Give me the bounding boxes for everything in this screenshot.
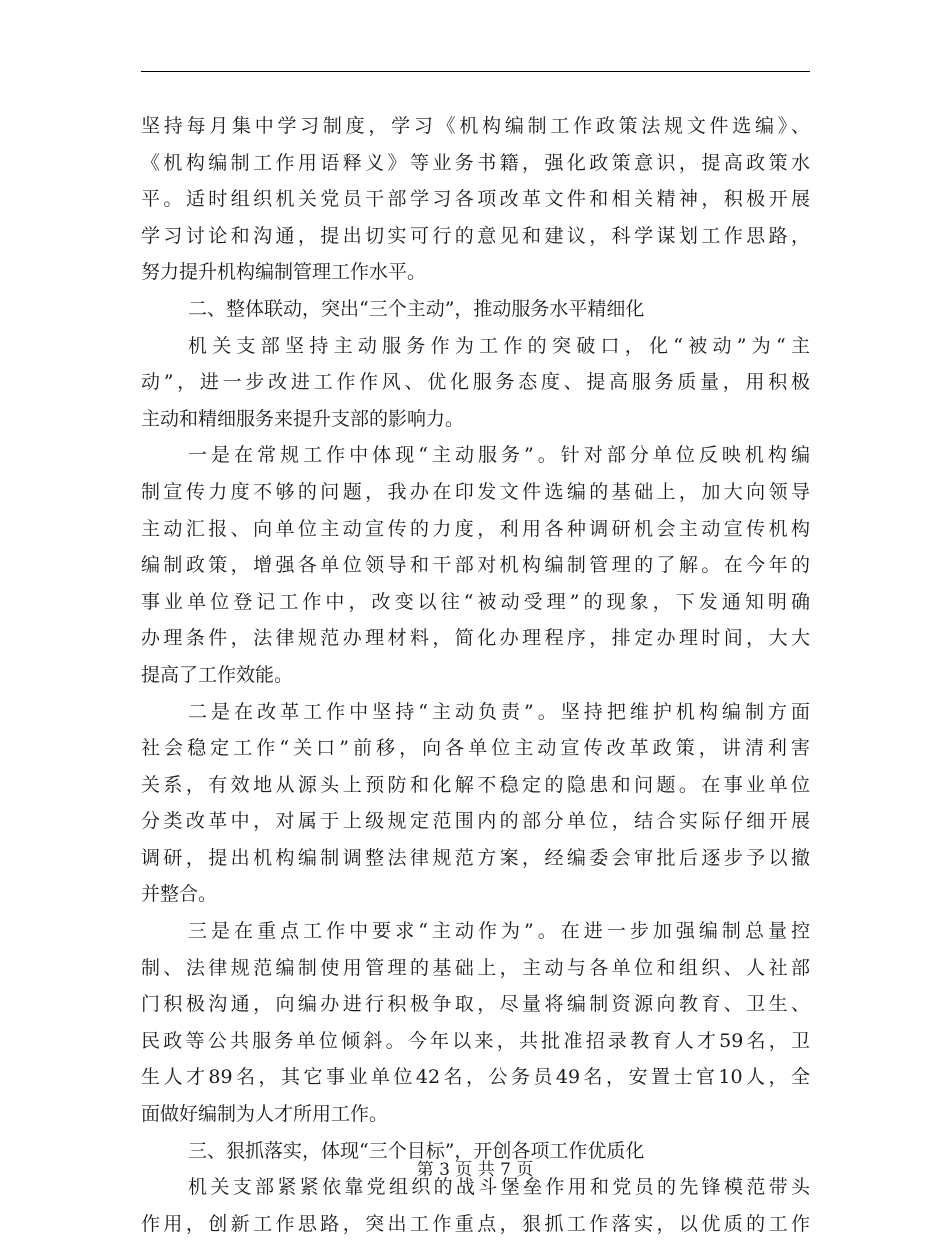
text-line: 平。适时组织机关党员干部学习各项改革文件和相关精神，积极开展 — [141, 188, 810, 211]
text-line: 民政等公共服务单位倾斜。今年以来，共批准招录教育人才59名，卫 — [141, 1029, 810, 1052]
text-line: 并整合。 — [141, 883, 218, 906]
text-line: 调研，提出机构编制调整法律规范方案，经编委会审批后逐步予以撤 — [141, 846, 810, 869]
text-line: 二是在改革工作中坚持“主动负责”。坚持把维护机构编制方面 — [188, 700, 810, 723]
text-line: 主动和精细服务来提升支部的影响力。 — [141, 407, 465, 430]
text-line: 门积极沟通，向编办进行积极争取，尽量将编制资源向教育、卫生、 — [141, 993, 810, 1016]
page-number: 第 3 页 共 7 页 — [416, 1160, 534, 1180]
text-line: 社会稳定工作“关口”前移，向各单位主动宣传改革政策，讲清利害 — [141, 737, 810, 760]
text-line: 《机构编制工作用语释义》等业务书籍，强化政策意识，提高政策水 — [141, 151, 810, 174]
header-rule — [141, 71, 810, 72]
text-line: 制、法律规范编制使用管理的基础上，主动与各单位和组织、人社部 — [141, 956, 810, 979]
text-line: 坚持每月集中学习制度，学习《机构编制工作政策法规文件选编》、 — [141, 115, 810, 137]
text-line: 一是在常规工作中体现“主动服务”。针对部分单位反映机构编 — [188, 444, 810, 467]
document-body — [141, 108, 810, 1242]
text-line: 编制政策，增强各单位领导和干部对机构编制管理的了解。在今年的 — [141, 554, 810, 577]
text-line: 生人才89名，其它事业单位42名，公务员49名，安置士官10人，全 — [141, 1066, 810, 1089]
text-line: 关系，有效地从源头上预防和化解不稳定的隐患和问题。在事业单位 — [141, 773, 810, 796]
text-line: 机关支部紧紧依靠党组织的战斗堡垒作用和党员的先锋模范带头 — [188, 1176, 810, 1199]
text-line: 提高了工作效能。 — [141, 663, 294, 686]
text-line: 三是在重点工作中要求“主动作为”。在进一步加强编制总量控 — [188, 920, 810, 943]
text-line: 机关支部坚持主动服务作为工作的突破口，化“被动”为“主 — [188, 334, 810, 357]
section-heading-3: 三、狠抓落实，体现“三个目标”，开创各项工作优质化 — [188, 1139, 645, 1162]
text-line: 制宣传力度不够的问题，我办在印发文件选编的基础上，加大向领导 — [141, 480, 810, 503]
text-line: 学习讨论和沟通，提出切实可行的意见和建议，科学谋划工作思路， — [141, 224, 810, 247]
section-heading-2: 二、整体联动，突出“三个主动”，推动服务水平精细化 — [188, 297, 645, 320]
text-line: 事业单位登记工作中，改变以往“被动受理”的现象，下发通知明确 — [141, 590, 810, 613]
text-line: 主动汇报、向单位主动宣传的力度，利用各种调研机会主动宣传机构 — [141, 517, 810, 540]
text-line: 动”，进一步改进工作作风、优化服务态度、提高服务质量，用积极 — [141, 371, 810, 394]
text-line: 面做好编制为人才所用工作。 — [141, 1103, 389, 1126]
text-line: 努力提升机构编制管理工作水平。 — [141, 261, 427, 284]
text-line: 分类改革中，对属于上级规定范围内的部分单位，结合实际仔细开展 — [141, 810, 810, 833]
text-line: 办理条件，法律规范办理材料，简化办理程序，排定办理时间，大大 — [141, 627, 810, 650]
text-line: 作用，创新工作思路，突出工作重点，狠抓工作落实，以优质的工作 — [141, 1212, 810, 1235]
